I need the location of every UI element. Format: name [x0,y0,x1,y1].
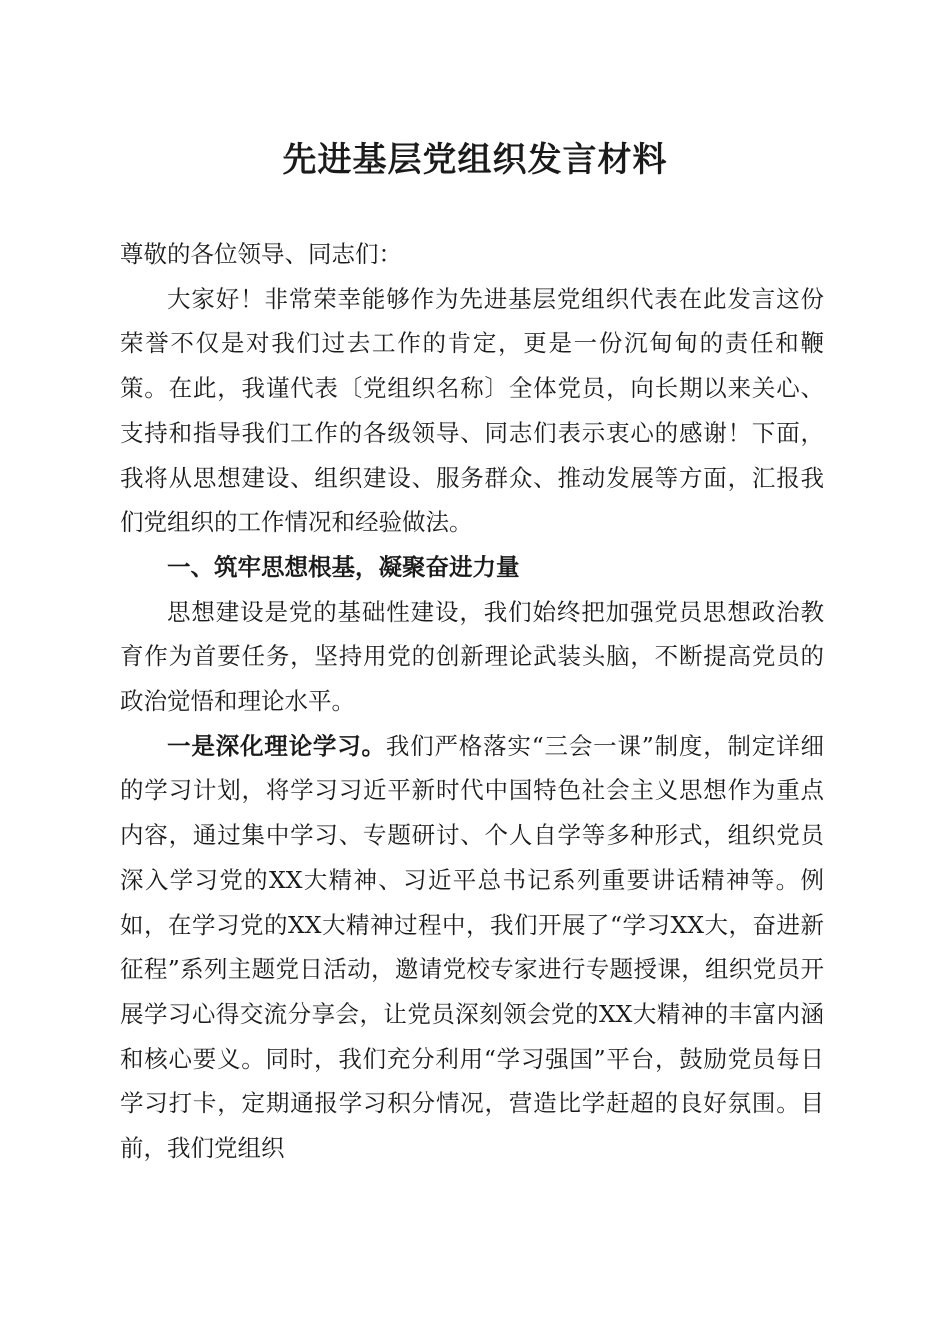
section-heading: 一、筑牢思想根基，凝聚奋进力量 [167,552,520,581]
point-paragraph [120,724,824,1171]
salutation: 尊敬的各位领导、同志们： [120,240,402,268]
point-lead: 一是深化理论学习。 [167,731,386,760]
section-intro-paragraph: 思想建设是党的基础性建设，我们始终把加强党员思想政治教育作为首要任务，坚持用党的创新理论武装头脑，不断提高党员的政治觉悟和理论水平。 [120,597,824,716]
document-title: 先进基层党组织发言材料 [282,140,668,180]
opening-paragraph: 大家好！非常荣幸能够作为先进基层党组织代表在此发言这份荣誉不仅是对我们过去工作的肯定，更是一份沉甸甸的责任和鞭策。在此，我谨代表〔党组织名称〕全体党员，向长期以来关心、支持和指导我们工作的各级领导、同志们表示衷心的感谢！下面，我将从思想建设、组织建设、服务群众、推动发展等方面，汇报我们党组织的工作情况和经验做法。 [120,284,824,537]
point-text: 我们严格落实“三会一课”制度，制定详细的学习计划，将学习习近平新时代中国特色社会主义思想作为重点内容，通过集中学习、专题研讨、个人自学等多种形式，组织党员深入学习党的XX大精神、习近平总书记系列重要讲话精神等。例如，在学习党的XX大精神过程中，我们开展了“学习XX大，奋进新征程”系列主题党日活动，邀请党校专家进行专题授课，组织党员开展学习心得交流分享会，让党员深刻领会党的XX大精神的丰富内涵和核心要义。同时，我们充分利用“学习强国”平台，鼓励党员每日学习打卡，定期通报学习积分情况，营造比学赶超的良好氛围。目前，我们党组织 [120,731,825,1163]
document-body [120,232,824,1171]
